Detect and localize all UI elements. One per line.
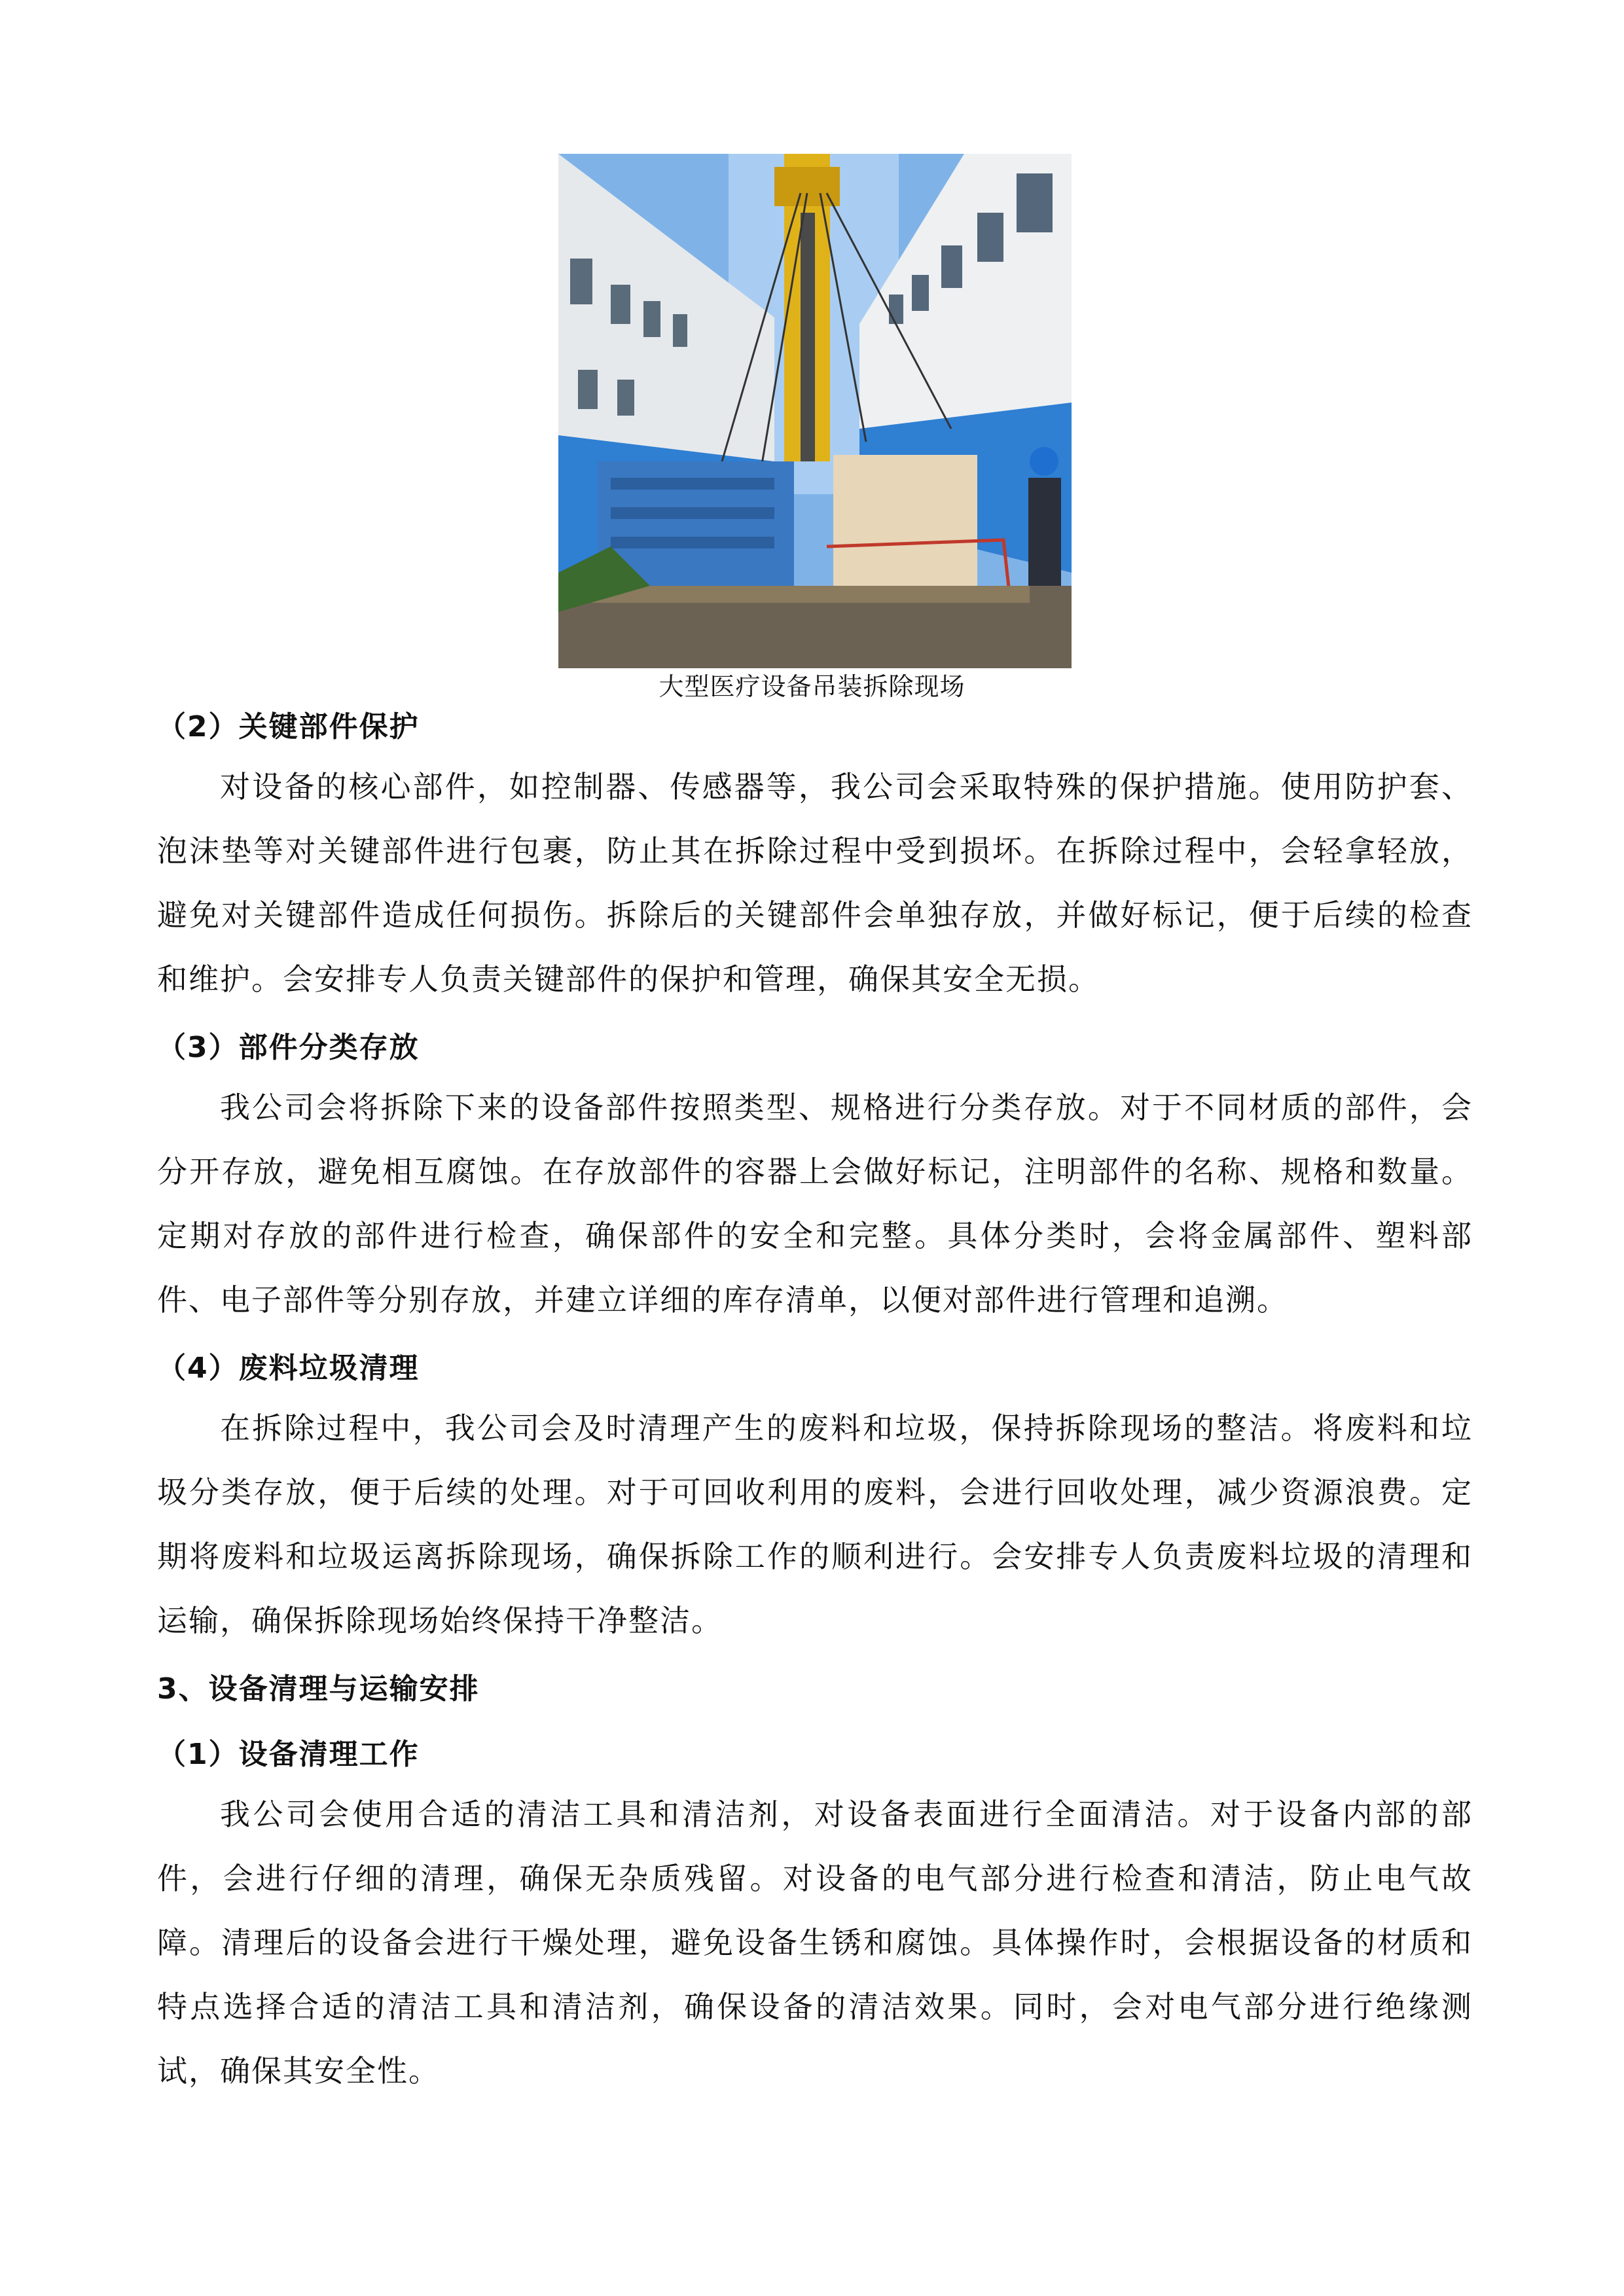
- window: [941, 245, 962, 288]
- window: [889, 295, 903, 324]
- section-body-equipment-cleaning: 我公司会使用合适的清洁工具和清洁剂，对设备表面进行全面清洁。对于设备内部的部件，会进行仔细的清理，确保无杂质残留。对设备的电气部分进行检查和清洁，防止电气故障。清理后的设备会进行干燥处理，避免设备生锈和腐蚀。具体操作时，会根据设备的材质和特点选择合适的清洁工具和清洁剂，确保设备的清洁效果。同时，会对电气部分进行绝缘测试，确保其安全性。: [157, 1797, 1473, 2089]
- trailer-bed: [585, 586, 1030, 603]
- section-body-parts-storage: 我公司会将拆除下来的设备部件按照类型、规格进行分类存放。对于不同材质的部件，会分开存放，避免相互腐蚀。在存放部件的容器上会做好标记，注明部件的名称、规格和数量。定期对存放的部件进行检查，确保部件的安全和完整。具体分类时，会将金属部件、塑料部件、电子部件等分别存放，并建立详细的库存清单，以便对部件进行管理和追溯。: [157, 1090, 1473, 1318]
- worker-helmet: [1030, 447, 1058, 476]
- window: [912, 275, 929, 311]
- section-body-waste-cleanup: 在拆除过程中，我公司会及时清理产生的废料和垃圾，保持拆除现场的整洁。将废料和垃圾分类存放，便于后续的处理。对于可回收利用的废料，会进行回收处理，减少资源浪费。定期将废料和垃圾运离拆除现场，确保拆除工作的顺利进行。会安排专人负责废料垃圾的清理和运输，确保拆除现场始终保持干净整洁。: [157, 1410, 1473, 1638]
- window: [643, 301, 660, 337]
- window: [617, 380, 634, 416]
- section-heading-waste-cleanup: （4）废料垃圾清理: [157, 1352, 420, 1385]
- window: [1017, 173, 1053, 232]
- equipment-stripe: [611, 478, 774, 490]
- main-heading-cleaning-transport: 3、设备清理与运输安排: [157, 1672, 480, 1706]
- site-photo: [558, 154, 1072, 668]
- figure-caption: 大型医疗设备吊装拆除现场: [659, 672, 965, 701]
- window: [977, 213, 1003, 262]
- equipment-stripe: [611, 507, 774, 519]
- window: [673, 314, 687, 347]
- crane-lifting-photo: [558, 154, 1072, 668]
- wooden-crate: [833, 455, 977, 599]
- section-heading-key-parts: （2）关键部件保护: [157, 710, 420, 744]
- section-heading-equipment-cleaning: （1）设备清理工作: [157, 1738, 420, 1771]
- window: [611, 285, 630, 324]
- equipment-stripe: [611, 537, 774, 548]
- section-body-key-parts: 对设备的核心部件，如控制器、传感器等，我公司会采取特殊的保护措施。使用防护套、泡沫垫等对关键部件进行包裹，防止其在拆除过程中受到损坏。在拆除过程中，会轻拿轻放，避免对关键部件造成任何损伤。拆除后的关键部件会单独存放，并做好标记，便于后续的检查和维护。会安排专人负责关键部件的保护和管理，确保其安全无损。: [157, 769, 1473, 997]
- section-heading-parts-storage: （3）部件分类存放: [157, 1031, 420, 1064]
- crane-cylinder: [801, 213, 815, 461]
- window: [578, 370, 598, 409]
- window: [570, 259, 592, 304]
